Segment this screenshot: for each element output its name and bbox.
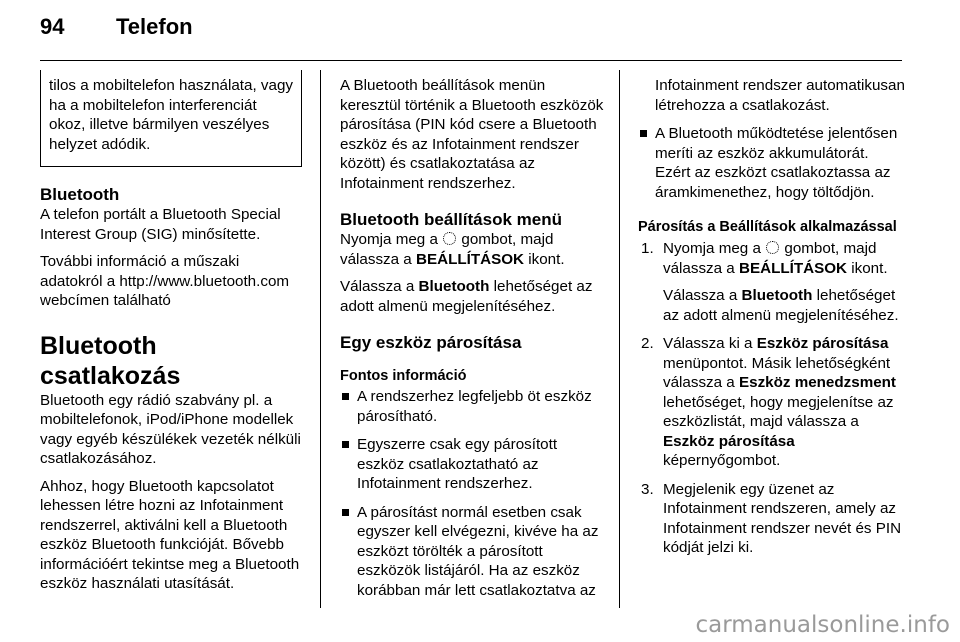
settings-app-pairing-heading: Párosítás a Beállítások alkalmazással (638, 219, 897, 235)
pairing-heading: Egy eszköz párosítása (340, 333, 522, 352)
warning-box (40, 70, 302, 167)
column-2 (340, 76, 606, 600)
connection-heading: Bluetooth csatlakozás (40, 331, 181, 390)
bullet-square-icon (342, 441, 349, 448)
header-divider (40, 60, 902, 61)
step-3: 3. Megjelenik egy üzenet az Infotainment rendszeren, amely az Infotainment rendszer nevét és PIN kódját jelzi ki. (641, 480, 902, 556)
step-2: 2. Válassza ki a Eszköz párosítása menüpontot. Másik lehetőségként válassza a Eszköz menedzsment lehetőséget, hogy megjelenítse az eszközlistát, majd válassza a Eszköz párosítása képernyőgombot. (641, 335, 896, 469)
step-1: 1. Nyomja meg a gombot, majd válassza a BEÁLLÍTÁSOK ikont. (641, 240, 888, 277)
column-divider-1 (320, 70, 321, 608)
warning-text: tilos a mobiltelefon használata, vagy ha a mobiltelefon interferenciát okoz, illetve bármilyen veszélyes helyzet adódik. (49, 77, 293, 153)
step-1-detail: Válassza a Bluetooth lehetőséget az adott almenü megjelenítéséhez. (663, 287, 899, 324)
bluetooth-heading: Bluetooth (40, 185, 120, 204)
page-title: Telefon (116, 14, 193, 39)
column-1 (40, 76, 302, 594)
important-info-heading: Fontos információ (340, 368, 467, 384)
settings-menu-heading: Bluetooth beállítások menü (340, 210, 562, 229)
list-item: A párosítást normál esetben csak egyszer kell elvégezni, kivéve ha az eszközt törölték a párosított eszközök listájáról. Ha az eszköz korábban már lett csatlakoztatva az (340, 503, 606, 601)
bullet-continuation: Infotainment rendszer automatikusan létrehozza a csatlakozást. (655, 77, 905, 114)
bluetooth-paragraph-1: A telefon portált a Bluetooth Special Interest Group (SIG) minősítette. (40, 206, 281, 243)
watermark: carmanualsonline.info (695, 612, 950, 638)
bullet-square-icon (342, 393, 349, 400)
bluetooth-paragraph-2: További információ a műszaki adatokról a http://www.bluetooth.com webcímen található (40, 253, 290, 309)
page-number: 94 (40, 14, 65, 39)
settings-menu-paragraph-1: Nyomja meg a gombot, majd válassza a BEÁLLÍTÁSOK ikont. (340, 231, 565, 268)
connection-paragraph-2: Ahhoz, hogy Bluetooth kapcsolatot lehessen létre hozni az Infotainment rendszerrel, aktiválni kell a Bluetooth eszköz Bluetooth funkcióját. Bővebb információért tekintse meg a Bluetooth eszköz használati utasítását. (40, 477, 300, 592)
bullet-square-icon (342, 509, 349, 516)
gear-icon (443, 232, 456, 245)
settings-menu-paragraph-2: Válassza a Bluetooth lehetőséget az adott almenü megjelenítéséhez. (340, 278, 593, 315)
page-header (40, 14, 193, 40)
list-item: A Bluetooth működtetése jelentősen meríti az eszköz akkumulátorát. Ezért az eszközt csatlakoztassa az áramkimenethez, hogy töltődjön. (638, 124, 906, 202)
column-divider-2 (619, 70, 620, 608)
list-item: Egyszerre csak egy párosított eszköz csatlakoztatható az Infotainment rendszerhez. (340, 435, 606, 494)
list-item: A rendszerhez legfeljebb öt eszköz párosítható. (340, 387, 606, 426)
column-3 (638, 76, 906, 558)
bullet-square-icon (640, 130, 647, 137)
connection-paragraph-1: Bluetooth egy rádió szabvány pl. a mobiltelefonok, iPod/iPhone modellek vagy egyéb készülékek vezeték nélküli csatlakozásához. (40, 391, 301, 467)
settings-intro: A Bluetooth beállítások menün keresztül történik a Bluetooth eszközök párosítása (PIN kód csere a Bluetooth eszköz és az Infotainment rendszer között) és csatlakoztatása az Infotainment rendszerhez. (340, 77, 604, 192)
gear-icon (766, 241, 779, 254)
